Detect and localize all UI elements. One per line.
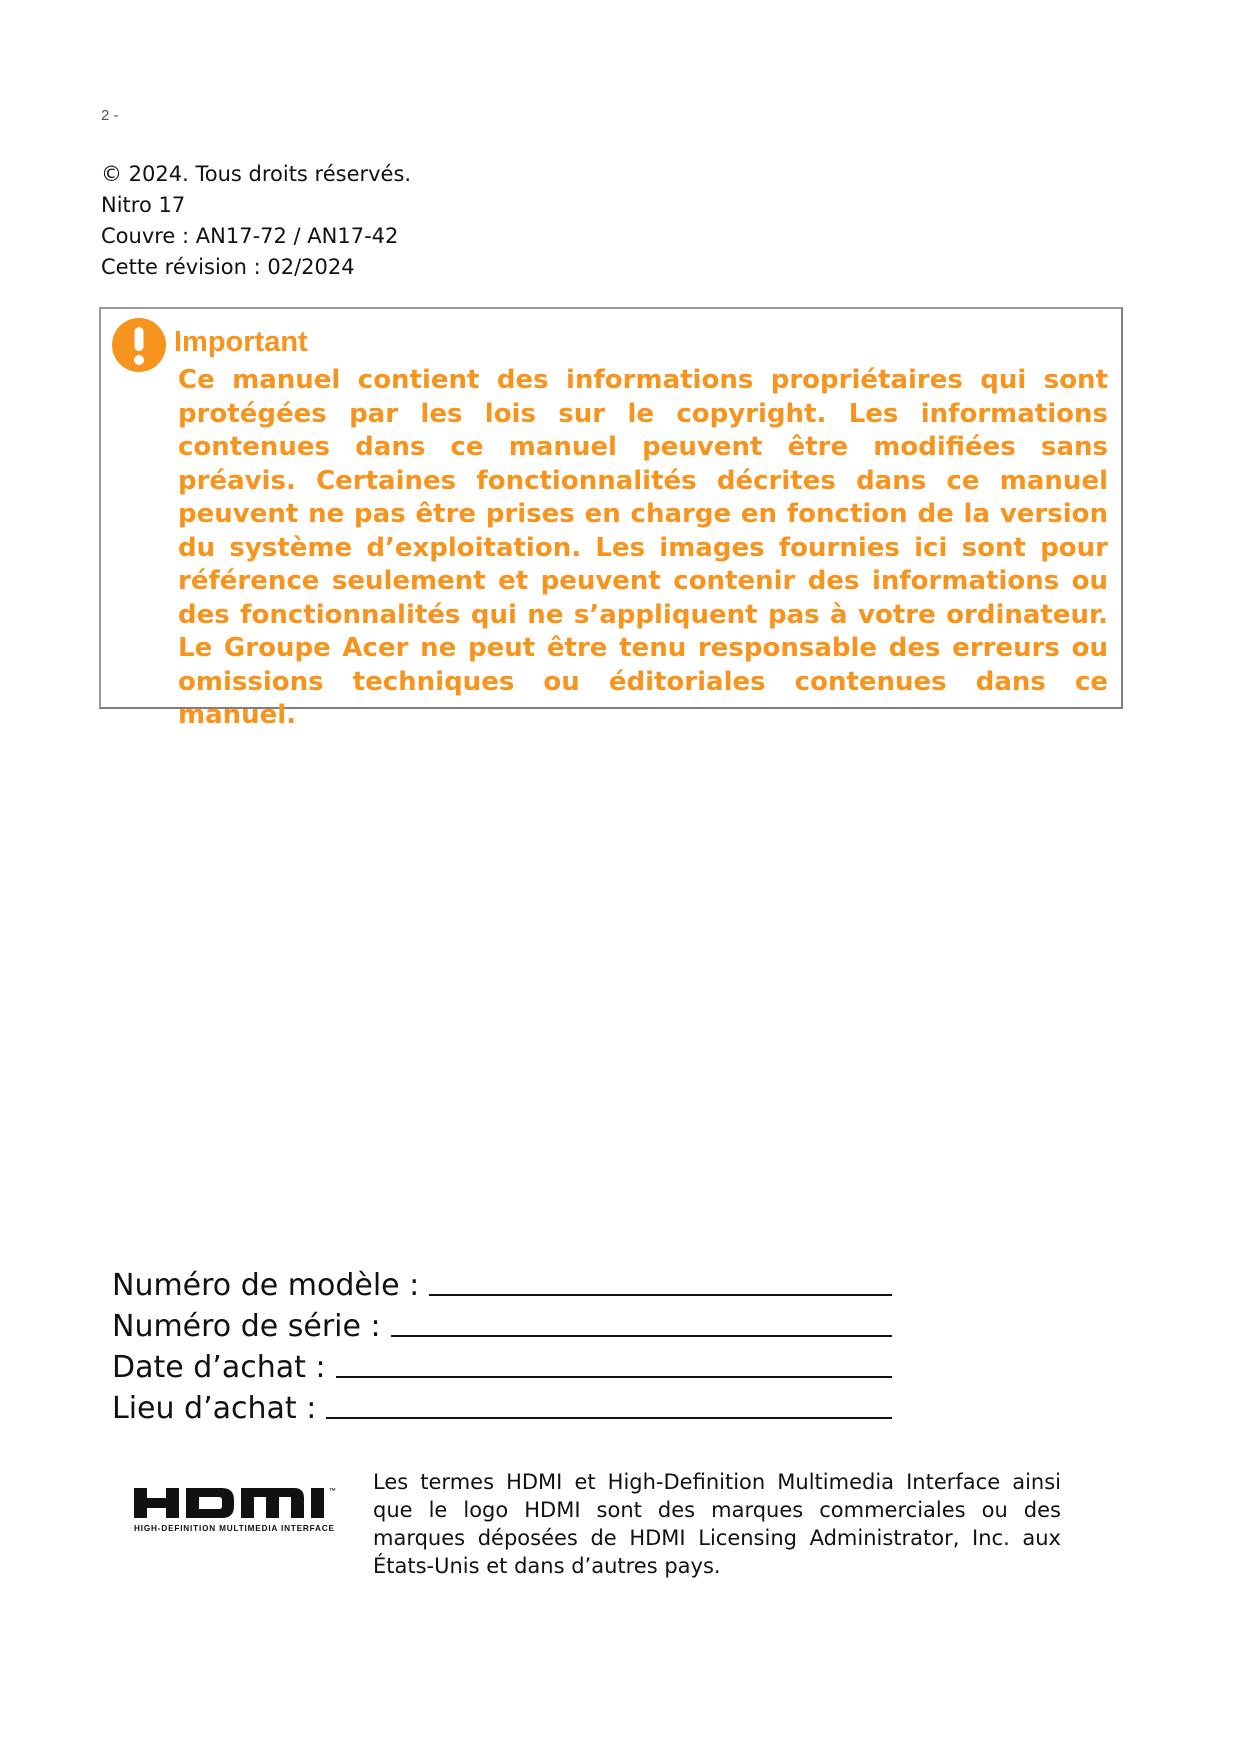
exclamation-icon [112, 318, 166, 372]
covered-models: Couvre : AN17-72 / AN17-42 [101, 224, 399, 248]
field-label: Lieu d’achat : [112, 1391, 317, 1426]
revision-date: Cette révision : 02/2024 [101, 255, 355, 279]
hdmi-tagline: HIGH-DEFINITION MULTIMEDIA INTERFACE [134, 1524, 334, 1533]
purchase-info-fields [112, 1262, 892, 1426]
hdmi-logo [134, 1478, 354, 1538]
product-name: Nitro 17 [101, 193, 186, 217]
page-number: 2 - [101, 107, 119, 124]
purchase-date-field [112, 1344, 892, 1385]
important-notice [99, 307, 1123, 730]
copyright-line: © 2024. Tous droits réservés. [101, 162, 412, 186]
blank-line [326, 1417, 892, 1419]
serial-number-field [112, 1303, 892, 1344]
important-title: Important [174, 326, 308, 358]
blank-line [336, 1376, 892, 1378]
document-metadata [101, 159, 411, 283]
field-label: Date d’achat : [112, 1350, 326, 1385]
blank-line [429, 1294, 892, 1296]
hdmi-tm: ™ [329, 1488, 336, 1495]
field-label: Numéro de série : [112, 1309, 381, 1344]
important-body: Ce manuel contient des informations propriétaires qui sont protégées par les lois sur le copyright. Les informations contenues dans ce manuel peuvent être modifiées sans préavis. Certaines fonctionnalités décrites dans ce manuel peuvent ne pas être prises en charge en fonction de la version du système d’exploitation. Les images fournies ici sont pour référence seulement et peuvent contenir des informations ou des fonctionnalités qui ne s’appliquent pas à votre ordinateur. Le Groupe Acer ne peut être tenu responsable des erreurs ou omissions techniques ou éditoriales contenues dans ce manuel. [178, 365, 1108, 730]
model-number-field [112, 1262, 892, 1303]
blank-line [391, 1335, 892, 1337]
field-label: Numéro de modèle : [112, 1268, 420, 1303]
hdmi-trademark-note: Les termes HDMI et High-Definition Multimedia Interface ainsi que le logo HDMI sont des marques commerciales ou des marques déposées de HDMI Licensing Administrator, Inc. aux États-Unis et dans d’autres pays. [373, 1470, 1061, 1578]
purchase-place-field [112, 1385, 892, 1426]
